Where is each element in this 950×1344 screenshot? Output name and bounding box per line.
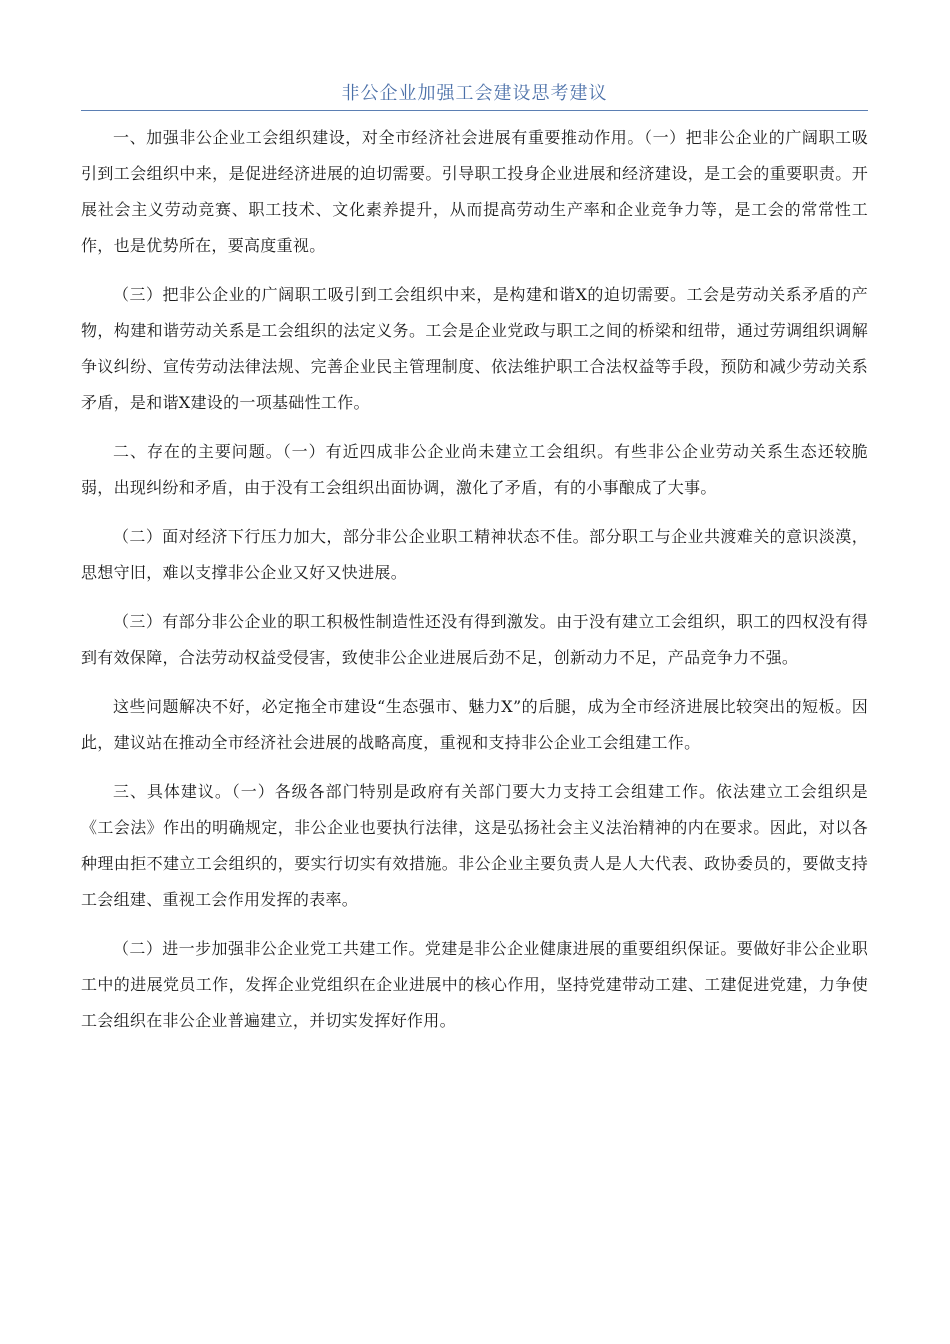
document-header [81, 80, 868, 111]
paragraph: （二）进一步加强非公企业党工共建工作。党建是非公企业健康进展的重要组织保证。要做好非公企业职工中的进展党员工作，发挥企业党组织在企业进展中的核心作用，坚持党建带动工建、工建促进党建，力争使工会组织在非公企业普遍建立，并切实发挥好作用。 [81, 939, 868, 1030]
paragraph: 二、存在的主要问题。（一）有近四成非公企业尚未建立工会组织。有些非公企业劳动关系生态还较脆弱，出现纠纷和矛盾，由于没有工会组织出面协调，激化了矛盾，有的小事酿成了大事。 [81, 442, 868, 497]
paragraph: 一、加强非公企业工会组织建设，对全市经济社会进展有重要推动作用。（一）把非公企业的广阔职工吸引到工会组织中来，是促进经济进展的迫切需要。引导职工投身企业进展和经济建设，是工会的重要职责。开展社会主义劳动竞赛、职工技术、文化素养提升，从而提高劳动生产率和企业竞争力等，是工会的常常性工作，也是优势所在，要高度重视。 [81, 128, 868, 255]
document-title: 非公企业加强工会建设思考建议 [341, 83, 608, 104]
document-body [81, 120, 868, 1039]
paragraph: （二）面对经济下行压力加大，部分非公企业职工精神状态不佳。部分职工与企业共渡难关的意识淡漠，思想守旧，难以支撑非公企业又好又快进展。 [81, 527, 868, 582]
paragraph: 这些问题解决不好，必定拖全市建设“生态强市、魅力X”的后腿，成为全市经济进展比较突出的短板。因此，建议站在推动全市经济社会进展的战略高度，重视和支持非公企业工会组建工作。 [81, 697, 868, 752]
paragraph: （三）有部分非公企业的职工积极性制造性还没有得到激发。由于没有建立工会组织，职工的四权没有得到有效保障，合法劳动权益受侵害，致使非公企业进展后劲不足，创新动力不足，产品竞争力不强。 [81, 612, 868, 667]
paragraph: （三）把非公企业的广阔职工吸引到工会组织中来，是构建和谐X的迫切需要。工会是劳动关系矛盾的产物，构建和谐劳动关系是工会组织的法定义务。工会是企业党政与职工之间的桥梁和纽带，通过劳调组织调解争议纠纷、宣传劳动法律法规、完善企业民主管理制度、依法维护职工合法权益等手段，预防和减少劳动关系矛盾，是和谐X建设的一项基础性工作。 [81, 285, 868, 412]
paragraph: 三、具体建议。（一）各级各部门特别是政府有关部门要大力支持工会组建工作。依法建立工会组织是《工会法》作出的明确规定，非公企业也要执行法律，这是弘扬社会主义法治精神的内在要求。因此，对以各种理由拒不建立工会组织的，要实行切实有效措施。非公企业主要负责人是人大代表、政协委员的，要做支持工会组建、重视工会作用发挥的表率。 [81, 782, 868, 909]
